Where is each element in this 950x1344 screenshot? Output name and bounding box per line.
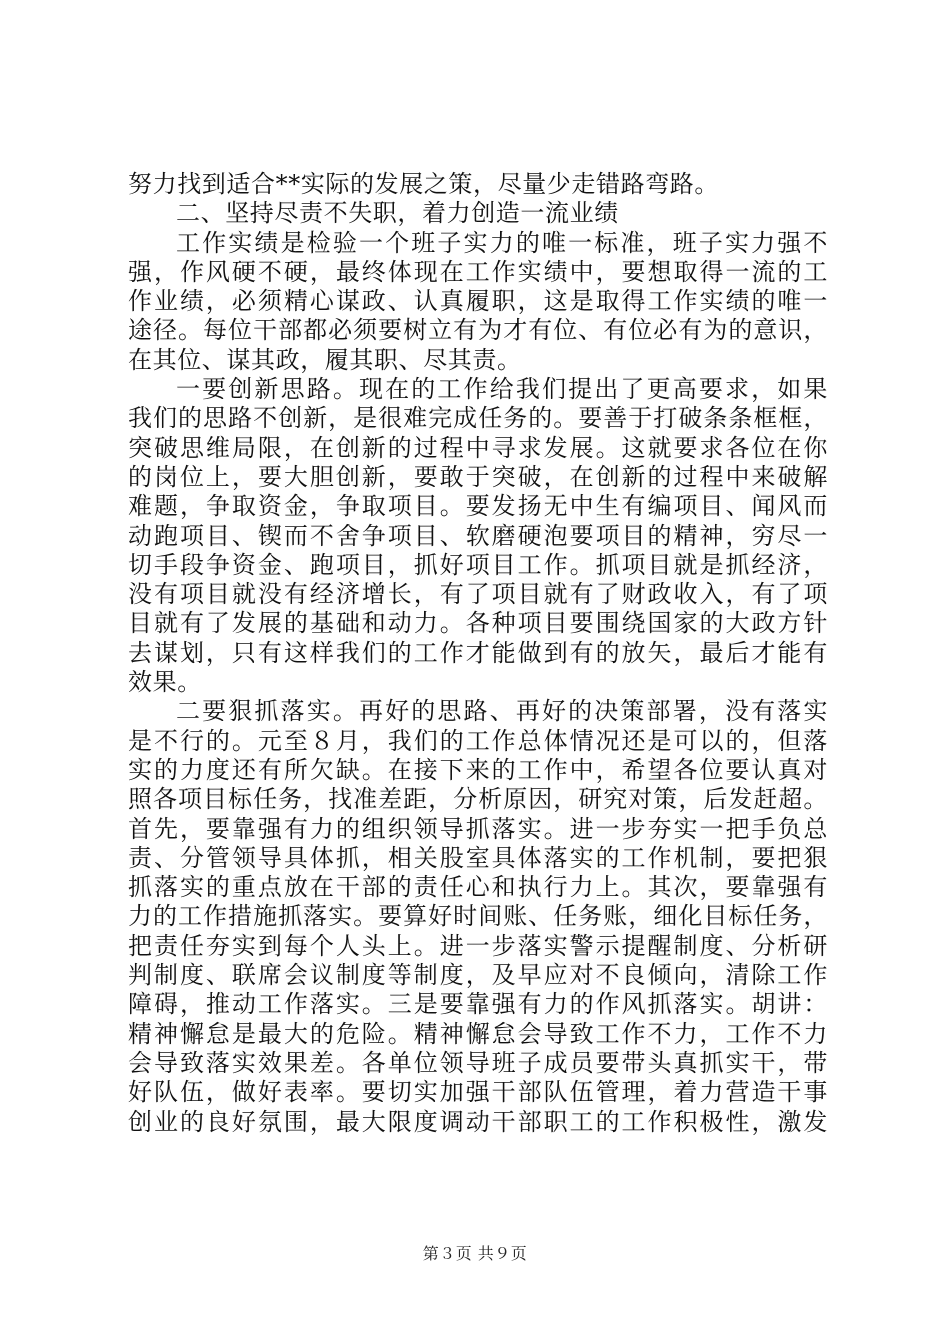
text-line: 效果。 (128, 668, 202, 697)
text-line: 好队伍，做好表率。要切实加强干部队伍管理，着力营造干事 (128, 1078, 828, 1107)
document-body (128, 170, 828, 1137)
text-line: 一要创新思路。现在的工作给我们提出了更高要求，如果 (176, 375, 828, 404)
text-line: 我们的思路不创新，是很难完成任务的。要善于打破条条框框， (128, 404, 828, 433)
text-line: 障碍，推动工作落实。三是要靠强有力的作风抓落实。胡讲： (128, 990, 828, 1019)
text-line: 二要狠抓落实。再好的思路、再好的决策部署，没有落实 (176, 697, 828, 726)
text-line: 创业的良好氛围，最大限度调动干部职工的工作积极性，激发 (128, 1107, 828, 1136)
text-line: 去谋划，只有这样我们的工作才能做到有的放矢，最后才能有 (128, 638, 828, 667)
text-line: 在其位、谋其政，履其职、尽其责。 (128, 345, 522, 374)
text-line: 目就有了发展的基础和动力。各种项目要围绕国家的大政方针 (128, 609, 828, 638)
text-line: 工作实绩是检验一个班子实力的唯一标准，班子实力强不 (176, 228, 828, 257)
text-line: 途径。每位干部都必须要树立有为才有位、有位必有为的意识， (128, 316, 828, 345)
section-heading: 二、坚持尽责不失职，着力创造一流业绩 (176, 199, 619, 228)
text-line: 动跑项目、锲而不舍争项目、软磨硬泡要项目的精神，穷尽一 (128, 521, 828, 550)
text-line: 作业绩，必须精心谋政、认真履职，这是取得工作实绩的唯一 (128, 287, 828, 316)
text-line: 责、分管领导具体抓，相关股室具体落实的工作机制，要把狠 (128, 843, 828, 872)
text-line: 抓落实的重点放在干部的责任心和执行力上。其次，要靠强有 (128, 873, 828, 902)
text-line: 突破思维局限，在创新的过程中寻求发展。这就要求各位在你 (128, 433, 828, 462)
text-line: 力的工作措施抓落实。要算好时间账、任务账，细化目标任务， (128, 902, 828, 931)
text-line: 没有项目就没有经济增长，有了项目就有了财政收入，有了项 (128, 580, 828, 609)
text-line: 的岗位上，要大胆创新，要敢于突破，在创新的过程中来破解 (128, 462, 828, 491)
text-line: 照各项目标任务，找准差距，分析原因，研究对策，后发赶超。 (128, 785, 828, 814)
page-number-footer: 第３页 共９页 (422, 1244, 528, 1263)
text-line: 是不行的。元至８月，我们的工作总体情况还是可以的，但落 (128, 726, 828, 755)
text-line: 把责任夯实到每个人头上。进一步落实警示提醒制度、分析研 (128, 931, 828, 960)
text-line: 难题，争取资金，争取项目。要发扬无中生有编项目、闻风而 (128, 492, 828, 521)
text-line: 精神懈怠是最大的危险。精神懈怠会导致工作不力，工作不力 (128, 1019, 828, 1048)
text-line: 首先，要靠强有力的组织领导抓落实。进一步夯实一把手负总 (128, 814, 828, 843)
text-line: 强，作风硬不硬，最终体现在工作实绩中，要想取得一流的工 (128, 257, 828, 286)
text-line: 判制度、联席会议制度等制度，及早应对不良倾向，清除工作 (128, 961, 828, 990)
text-line: 会导致落实效果差。各单位领导班子成员要带头真抓实干，带 (128, 1048, 828, 1077)
text-line: 切手段争资金、跑项目，抓好项目工作。抓项目就是抓经济， (128, 550, 828, 579)
text-line: 实的力度还有所欠缺。在接下来的工作中，希望各位要认真对 (128, 755, 828, 784)
text-line: 努力找到适合**实际的发展之策，尽量少走错路弯路。 (128, 170, 719, 198)
